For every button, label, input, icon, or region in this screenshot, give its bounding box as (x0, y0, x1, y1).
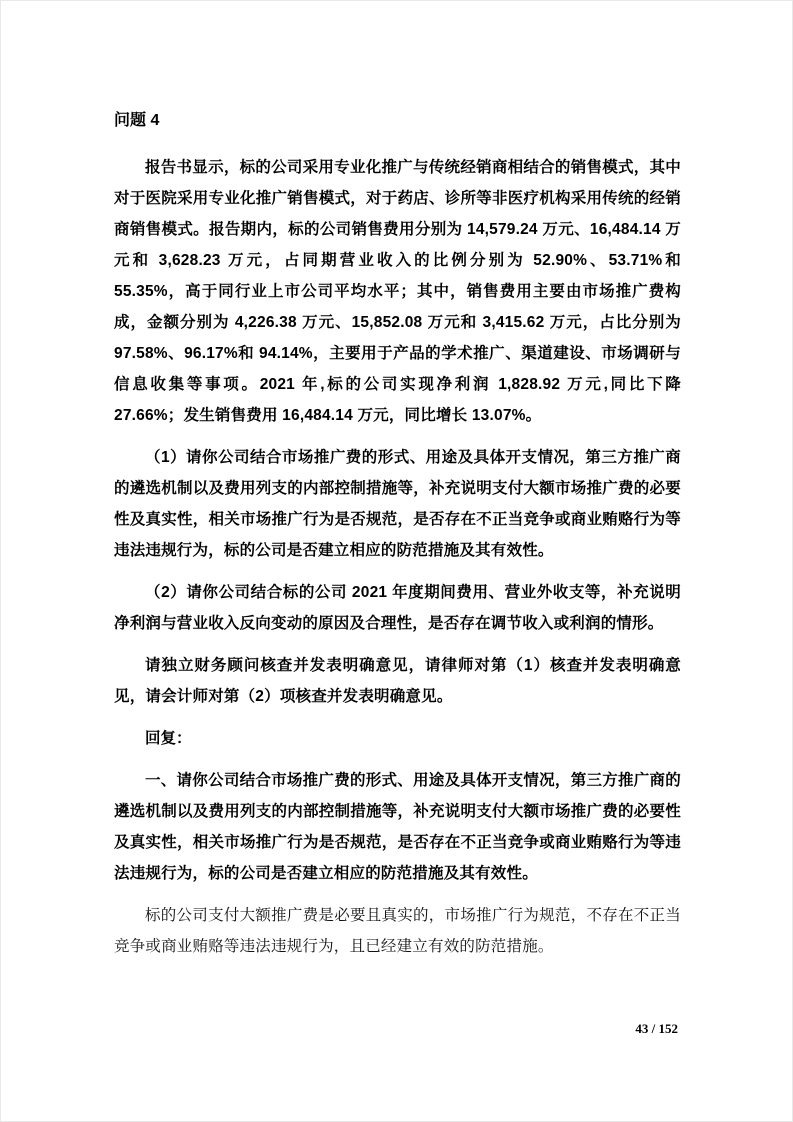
paragraph-restated-question: 一、请你公司结合市场推广费的形式、用途及具体开支情况，第三方推广商的遴选机制以及费用列支的内部控制措施等，补充说明支付大额市场推广费的必要性及真实性，相关市场推广行为是否规范，是否存在不正当竞争或商业贿赂行为等违法违规行为，标的公司是否建立相应的防范措施及其有效性。 (114, 772, 681, 882)
paragraph-reply-statement: 标的公司支付大额推广费是必要且真实的，市场推广行为规范，不存在不正当竞争或商业贿赂等违法违规行为，且已经建立有效的防范措施。 (114, 907, 681, 955)
paragraph-question-1: （1）请你公司结合市场推广费的形式、用途及具体开支情况，第三方推广商的遴选机制以及费用列支的内部控制措施等，补充说明支付大额市场推广费的必要性及真实性，相关市场推广行为是否规范，是否存在不正当竞争或商业贿赂行为等违法违规行为，标的公司是否建立相应的防范措施及其有效性。 (114, 449, 681, 559)
reply-label: 回复： (145, 730, 192, 747)
question-title: 问题 4 (114, 112, 160, 129)
paragraph-question-2: （2）请你公司结合标的公司 2021 年度期间费用、营业外收支等，补充说明净利润与营业收入反向变动的原因及合理性，是否存在调节收入或利润的情形。 (114, 584, 681, 632)
paragraph-question-intro: 报告书显示，标的公司采用专业化推广与传统经销商相结合的销售模式，其中对于医院采用专业化推广销售模式，对于药店、诊所等非医疗机构采用传统的经销商销售模式。报告期内，标的公司销售费用分别为 14,579.24 万元、16,484.14 万元和 3,628.23 万元，占同期营业收入的比例分别为 52.90%、53.71%和 55.35%，高于同行业上市公司平均水平；其中，销售费用主要由市场推广费构成，金额分别为 4,226.38 万元、15,852.08 万元和 3,415.62 万元，占比分别为 97.58%、96.17%和 94.14%，主要用于产品的学术推广、渠道建设、市场调研与信息收集等事项。2021 年,标的公司实现净利润 1,828.92 万元,同比下降 27.66%；发生销售费用 16,484.14 万元，同比增长 13.07%。 (114, 159, 681, 424)
document-body (114, 105, 681, 973)
page-number: 43 / 152 (635, 1021, 678, 1036)
paragraph-verification-request: 请独立财务顾问核查并发表明确意见，请律师对第（1）核查并发表明确意见，请会计师对第（2）项核查并发表明确意见。 (114, 657, 681, 705)
